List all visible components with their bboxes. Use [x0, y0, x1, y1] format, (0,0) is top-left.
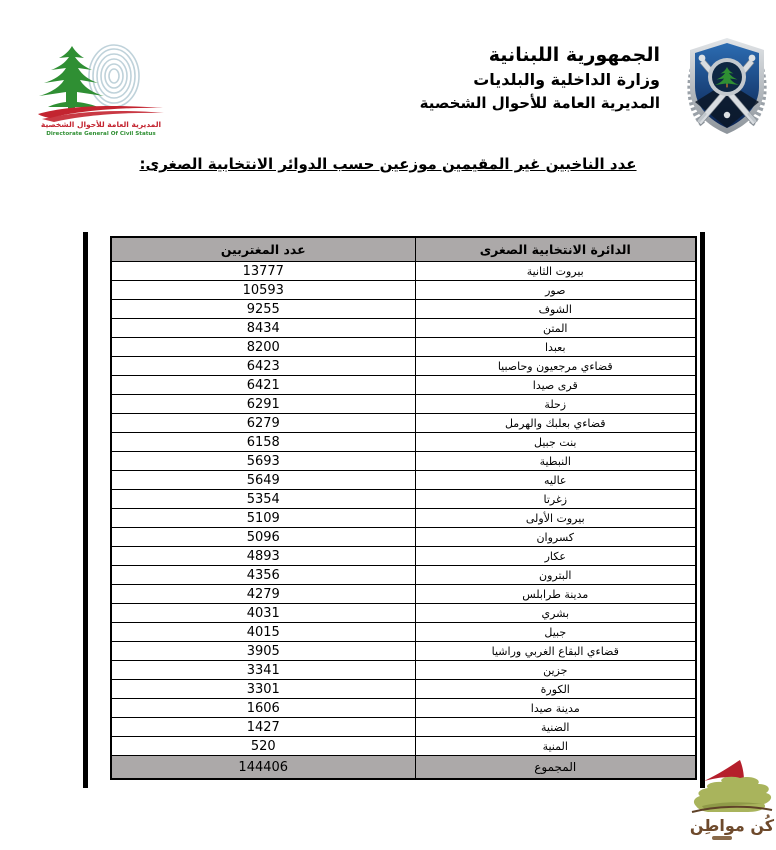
table-row — [111, 376, 696, 395]
district-cell: النبطية — [415, 452, 696, 471]
total-row — [111, 756, 696, 780]
count-cell: 6291 — [111, 395, 415, 414]
district-cell: بنت جبيل — [415, 433, 696, 452]
district-cell: المنية — [415, 737, 696, 756]
ornament-bottom — [724, 112, 730, 118]
table-row — [111, 547, 696, 566]
table-row — [111, 319, 696, 338]
kun-muwatin-logo — [688, 760, 776, 850]
count-cell: 5109 — [111, 509, 415, 528]
district-cell: بيروت الثانية — [415, 262, 696, 281]
table-row — [111, 452, 696, 471]
ornament-left — [699, 55, 706, 62]
left-page-border — [83, 232, 88, 788]
district-cell: عكار — [415, 547, 696, 566]
ministry-title: وزارة الداخلية والبلديات — [473, 70, 660, 89]
count-cell: 4893 — [111, 547, 415, 566]
right-page-border — [700, 232, 705, 788]
civil-status-logo — [36, 44, 166, 138]
count-cell: 5693 — [111, 452, 415, 471]
table-row — [111, 433, 696, 452]
table-row — [111, 623, 696, 642]
table-row — [111, 281, 696, 300]
republic-title: الجمهورية اللبنانية — [488, 44, 660, 66]
total-label: المجموع — [415, 756, 696, 780]
count-cell: 10593 — [111, 281, 415, 300]
table-row — [111, 490, 696, 509]
cedar-icon — [39, 46, 104, 109]
count-cell: 6421 — [111, 376, 415, 395]
count-column-header: عدد المغتربين — [111, 237, 415, 262]
table-row — [111, 718, 696, 737]
table-row — [111, 737, 696, 756]
table-row — [111, 395, 696, 414]
district-cell: مدينة طرابلس — [415, 585, 696, 604]
count-cell: 13777 — [111, 262, 415, 281]
district-cell: قضاءي مرجعيون وحاصبيا — [415, 357, 696, 376]
table-row — [111, 566, 696, 585]
count-cell: 8434 — [111, 319, 415, 338]
table-footer — [111, 756, 696, 780]
table-row — [111, 414, 696, 433]
count-cell: 1427 — [111, 718, 415, 737]
table-body — [111, 262, 696, 756]
table-row — [111, 338, 696, 357]
directorate-title: المديرية العامة للأحوال الشخصية — [419, 94, 660, 112]
district-cell: مدينة صيدا — [415, 699, 696, 718]
district-cell: بشري — [415, 604, 696, 623]
district-cell: جزين — [415, 661, 696, 680]
table-row — [111, 357, 696, 376]
count-cell: 5354 — [111, 490, 415, 509]
ministry-header — [420, 42, 660, 115]
count-cell: 6423 — [111, 357, 415, 376]
district-cell: عاليه — [415, 471, 696, 490]
count-cell: 6279 — [111, 414, 415, 433]
table-row — [111, 262, 696, 281]
table-header — [111, 237, 696, 262]
ornament-right — [749, 55, 756, 62]
fingerprint-icon — [89, 45, 139, 107]
table-row — [111, 528, 696, 547]
count-cell: 4031 — [111, 604, 415, 623]
district-column-header: الدائرة الانتخابية الصغرى — [415, 237, 696, 262]
district-cell: صور — [415, 281, 696, 300]
count-cell: 5649 — [111, 471, 415, 490]
table-row — [111, 604, 696, 623]
count-cell: 4356 — [111, 566, 415, 585]
civil-status-logo-arabic: المديرية العامة للأحوال الشخصية — [40, 120, 162, 129]
count-cell: 3301 — [111, 680, 415, 699]
count-cell: 3341 — [111, 661, 415, 680]
district-cell: المتن — [415, 319, 696, 338]
table-row — [111, 300, 696, 319]
table-row — [111, 642, 696, 661]
district-cell: قضاءي البقاع الغربي وراشيا — [415, 642, 696, 661]
count-cell: 3905 — [111, 642, 415, 661]
district-cell: جبيل — [415, 623, 696, 642]
district-cell: بيروت الأولى — [415, 509, 696, 528]
ministry-emblem-icon — [684, 36, 770, 136]
count-cell: 6158 — [111, 433, 415, 452]
district-cell: زغرتا — [415, 490, 696, 509]
table-row — [111, 585, 696, 604]
table-row — [111, 699, 696, 718]
districts-table — [110, 236, 697, 780]
logo-underline — [712, 836, 732, 840]
district-cell: قرى صيدا — [415, 376, 696, 395]
total-value: 144406 — [111, 756, 415, 780]
count-cell: 9255 — [111, 300, 415, 319]
district-cell: قضاءي بعلبك والهرمل — [415, 414, 696, 433]
count-cell: 4015 — [111, 623, 415, 642]
district-cell: الكورة — [415, 680, 696, 699]
district-cell: بعبدا — [415, 338, 696, 357]
table-row — [111, 509, 696, 528]
count-cell: 8200 — [111, 338, 415, 357]
table-row — [111, 471, 696, 490]
count-cell: 5096 — [111, 528, 415, 547]
table-row — [111, 661, 696, 680]
district-cell: الشوف — [415, 300, 696, 319]
district-cell: البترون — [415, 566, 696, 585]
document-title: عدد الناخبين غير المقيمين موزعين حسب الدوائر الانتخابية الصغرى: — [139, 155, 637, 173]
count-cell: 1606 — [111, 699, 415, 718]
district-cell: زحلة — [415, 395, 696, 414]
count-cell: 4279 — [111, 585, 415, 604]
district-cell: كسروان — [415, 528, 696, 547]
count-cell: 520 — [111, 737, 415, 756]
kun-muwatin-wordmark: كُن مواطِن — [689, 816, 775, 835]
header-row — [111, 237, 696, 262]
district-cell: الضنية — [415, 718, 696, 737]
table-row — [111, 680, 696, 699]
civil-status-logo-english: Directorate General Of Civil Status — [46, 131, 156, 137]
